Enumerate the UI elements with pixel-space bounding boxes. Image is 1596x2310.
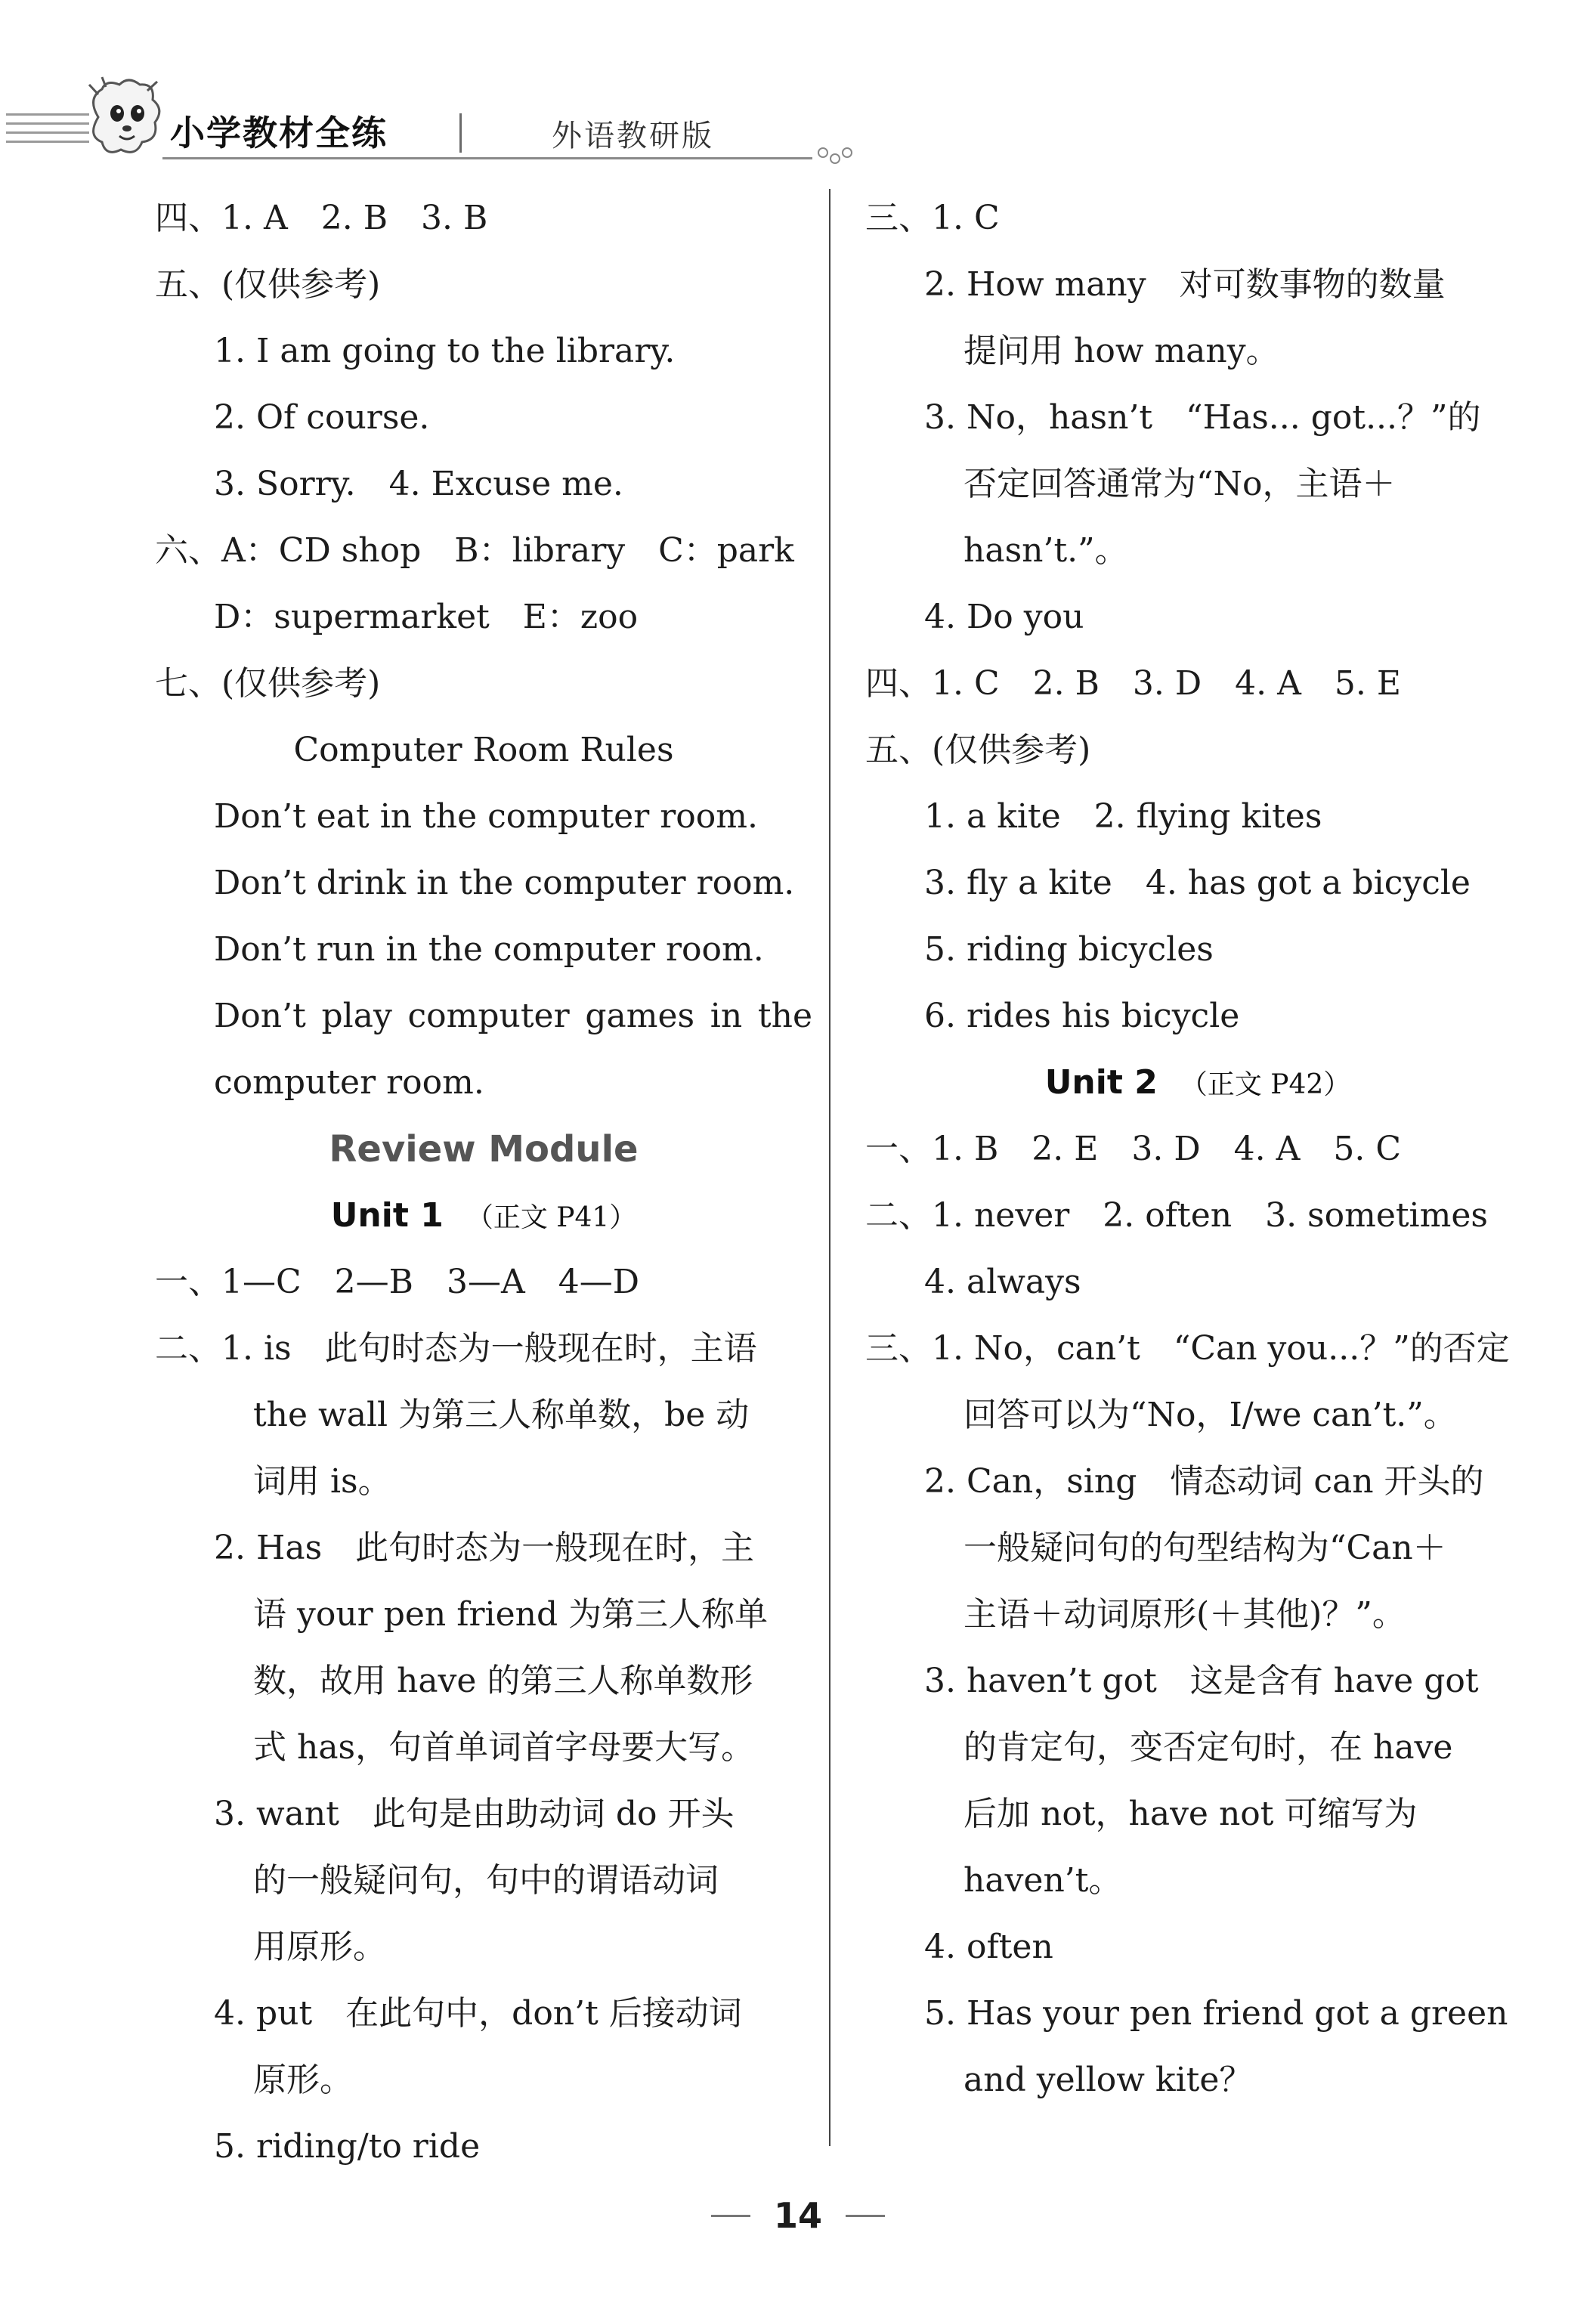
answer-word: the xyxy=(757,997,812,1035)
answer-line: 3. haven’t got 这是含有 have got xyxy=(924,1662,1479,1700)
book-title: 小学教材全练 xyxy=(170,113,388,153)
answer-line: 一般疑问句的句型结构为“Can＋ xyxy=(963,1529,1446,1567)
answer-line: 三、1. No，can’t “Can you...？”的否定 xyxy=(865,1329,1510,1368)
answer-word: games xyxy=(585,997,695,1035)
answer-line: 4. often xyxy=(924,1928,1053,1966)
unit-heading xyxy=(865,1050,1530,1116)
answer-line: 3. fly a kite 4. has got a bicycle xyxy=(924,864,1471,902)
answer-line: 提问用 how many。 xyxy=(963,332,1279,370)
edition-label: 外语教研版 xyxy=(552,119,714,153)
answer-line: 4. Do you xyxy=(924,598,1084,636)
answer-line: 用原形。 xyxy=(253,1928,386,1966)
page-footer xyxy=(0,2195,1596,2236)
answer-word: Don’t xyxy=(214,997,306,1035)
answer-line: 2. Can，sing 情态动词 can 开头的 xyxy=(924,1462,1484,1501)
answer-line: 3. want 此句是由助动词 do 开头 xyxy=(214,1795,735,1833)
answer-line: hasn’t.”。 xyxy=(963,531,1128,570)
page-reference: （正文 P41） xyxy=(466,1202,637,1233)
answer-line: 五、(仅供参考) xyxy=(155,265,381,304)
mascot-icon xyxy=(83,76,166,166)
unit-heading xyxy=(155,1183,812,1249)
answer-line: 词用 is。 xyxy=(253,1462,391,1501)
right-answer-column xyxy=(865,185,1530,2114)
answer-line: 回答可以为“No，I/we can’t.”。 xyxy=(963,1396,1457,1434)
answer-line: 3. No，hasn’t “Has... got...？”的 xyxy=(924,398,1481,437)
answer-word: computer xyxy=(407,997,570,1035)
answer-line: 六、A：CD shop B：library C：park xyxy=(155,531,794,570)
answer-line: Don’t drink in the computer room. xyxy=(214,864,795,902)
answer-line: 2. Of course. xyxy=(214,398,430,437)
answer-line: 后加 not，have not 可缩写为 xyxy=(963,1795,1418,1833)
footer-dash-left xyxy=(711,2215,750,2217)
heading-text: Review Module xyxy=(329,1128,639,1170)
answer-line: 五、(仅供参考) xyxy=(865,731,1091,769)
answer-line: haven’t。 xyxy=(963,1861,1122,1900)
answer-line: 原形。 xyxy=(253,2061,353,2099)
answer-line: 四、1. A 2. B 3. B xyxy=(155,199,488,237)
answer-line: 语 your pen friend 为第三人称单 xyxy=(253,1595,769,1634)
answer-line: 4. always xyxy=(924,1263,1081,1301)
heading-text: Unit 2 xyxy=(1044,1063,1158,1102)
header-separator xyxy=(459,113,462,153)
answer-line: computer room. xyxy=(214,1063,484,1102)
answer-line: 一、1. B 2. E 3. D 4. A 5. C xyxy=(865,1130,1402,1168)
answer-line: 否定回答通常为“No，主语＋ xyxy=(963,465,1396,503)
header-decor-lines xyxy=(6,113,89,150)
page-header xyxy=(0,76,877,181)
answer-line: 6. rides his bicycle xyxy=(924,997,1240,1035)
answer-line: 四、1. C 2. B 3. D 4. A 5. E xyxy=(865,664,1402,703)
answer-line: 主语＋动词原形(＋其他)？”。 xyxy=(963,1595,1406,1634)
page-reference: （正文 P42） xyxy=(1180,1069,1351,1100)
answer-line: 5. Has your pen friend got a green xyxy=(924,1994,1508,2033)
answer-line xyxy=(155,983,812,1050)
answer-line: 1. a kite 2. flying kites xyxy=(924,797,1322,836)
answer-line: Don’t run in the computer room. xyxy=(214,930,764,969)
answer-line: 三、1. C xyxy=(865,199,1000,237)
answer-line: 数，故用 have 的第三人称单数形 xyxy=(253,1662,753,1700)
left-answer-column xyxy=(155,185,812,2180)
answer-line: 一、1—C 2—B 3—A 4—D xyxy=(155,1263,640,1301)
heading-text: Unit 1 xyxy=(330,1196,444,1235)
rings-decor-icon xyxy=(812,139,858,169)
page-number: 14 xyxy=(773,2195,822,2236)
answer-line: 七、(仅供参考) xyxy=(155,664,381,703)
answer-line: 5. riding bicycles xyxy=(924,930,1214,969)
answer-line: 2. Has 此句时态为一般现在时，主 xyxy=(214,1529,755,1567)
answer-line: and yellow kite？ xyxy=(963,2061,1253,2099)
answer-line: 二、1. is 此句时态为一般现在时，主语 xyxy=(155,1329,757,1368)
answer-line: Don’t eat in the computer room. xyxy=(214,797,758,836)
answer-line: 的肯定句，变否定句时，在 have xyxy=(963,1728,1453,1767)
answer-line: D：supermarket E：zoo xyxy=(214,598,639,636)
passage-title: Computer Room Rules xyxy=(293,731,674,769)
answer-word: play xyxy=(321,997,392,1035)
column-divider xyxy=(829,189,830,2146)
answer-line: 3. Sorry. 4. Excuse me. xyxy=(214,465,623,503)
answer-line: 式 has，句首单词首字母要大写。 xyxy=(253,1728,755,1767)
answer-line: 5. riding/to ride xyxy=(214,2127,481,2166)
answer-line: 2. How many 对可数事物的数量 xyxy=(924,265,1446,304)
answer-line: 的一般疑问句，句中的谓语动词 xyxy=(253,1861,719,1900)
answer-line: 1. I am going to the library. xyxy=(214,332,676,370)
header-rule xyxy=(162,157,812,159)
answer-word: in xyxy=(710,997,743,1035)
answer-line: the wall 为第三人称单数，be 动 xyxy=(253,1396,750,1434)
section-heading xyxy=(155,1116,812,1183)
footer-dash-right xyxy=(846,2215,885,2217)
answer-line: 4. put 在此句中，don’t 后接动词 xyxy=(214,1994,742,2033)
answer-line: 二、1. never 2. often 3. sometimes xyxy=(865,1196,1488,1235)
